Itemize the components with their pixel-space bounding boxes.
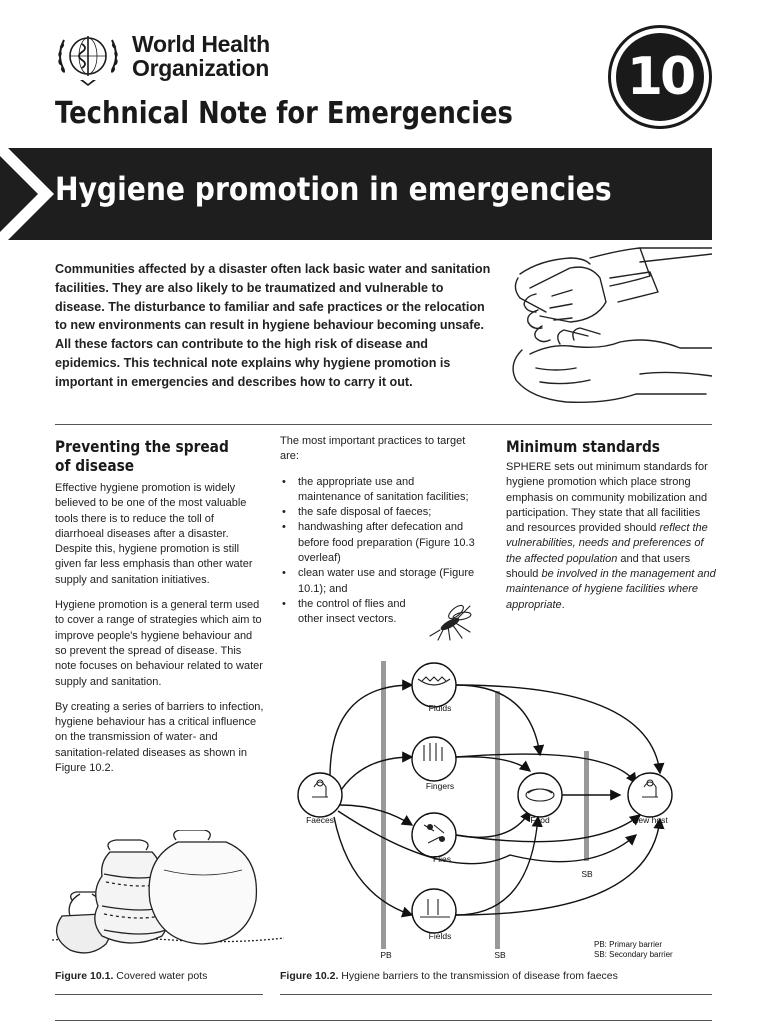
- emphasis-text: reflect the vulnerabilities, needs and preferences of the affected population: [506, 522, 708, 565]
- secondary-barrier-bar: [495, 691, 500, 949]
- note-number: 10: [616, 33, 704, 121]
- primary-barrier-bar: [381, 661, 386, 949]
- practices-section: [280, 434, 480, 628]
- new-host-label: New host: [632, 815, 668, 825]
- emphasis-text: be involved in the management and maintenance of hygiene facilities where appropriate: [506, 568, 716, 611]
- water-pots-illustration: [52, 830, 284, 956]
- banner-arrow-icon: [0, 148, 60, 240]
- series-title: Technical Note for Emergencies: [55, 96, 513, 131]
- figure-10-2-caption: [280, 970, 618, 982]
- caption-label: Figure 10.1.: [55, 970, 114, 982]
- who-logo: [52, 22, 282, 92]
- text-run: and that users should: [506, 552, 691, 581]
- fingers-label: Fingers: [425, 781, 455, 791]
- page-title: Hygiene promotion in emergencies: [55, 170, 612, 208]
- list-item: • handwashing after defecation and before food preparation (Figure 10.3 overleaf): [280, 520, 480, 566]
- fields-node: [412, 889, 456, 933]
- figure-10-1-caption: [55, 970, 207, 982]
- org-name-line1: World Health: [132, 31, 270, 57]
- food-label: Food: [530, 815, 550, 825]
- page-footer-rule: [55, 1020, 712, 1021]
- intro-paragraph: Communities affected by a disaster often lack basic water and sanitation facilities. They are also likely to be traumatized and vulnerable to disease. The disturbance to familiar and safe practices or the relocation to new environments can result in hygiene behaviour becoming unsafe. All these factors can contribute to the high risk of disease and epidemics. This technical note explains why hygiene promotion is important in emergencies and describes how to carry it out.: [55, 262, 491, 389]
- note-number-badge: [608, 25, 712, 129]
- handwashing-illustration: [500, 244, 712, 420]
- caption-text: Covered water pots: [113, 970, 208, 982]
- list-item: • the safe disposal of faeces;: [280, 505, 480, 520]
- heading-line: Preventing the spread: [55, 437, 229, 456]
- heading-line: of disease: [55, 456, 135, 475]
- legend-primary-barrier: PB: Primary barrier: [594, 940, 663, 949]
- flies-label: Flies: [433, 854, 451, 864]
- caption-divider: [55, 994, 263, 995]
- list-item: • the appropriate use and maintenance of sanitation facilities;: [280, 475, 480, 506]
- org-name-line2: Organization: [132, 55, 269, 81]
- transmission-diagram: [290, 655, 710, 965]
- fluids-label: Fluids: [428, 703, 452, 713]
- practices-intro: The most important practices to target are:: [280, 435, 466, 463]
- organization-name: [132, 32, 270, 80]
- food-node: [518, 773, 562, 817]
- sb-side-label: SB: [581, 869, 593, 879]
- paragraph: Effective hygiene promotion is widely believed to be one of the most valuable tools there is to reduce the toll of diarrhoeal diseases after a disaster. Despite this, hygiene promotion is still given far less emphasis than other water supply and sanitation initiatives.: [55, 482, 253, 586]
- text-run: SPHERE sets out minimum standards for hygiene promotion which place strong emphasis on community mobilization and participation. They state that all facilities and resources provided should: [506, 461, 708, 535]
- minimum-standards-body: [506, 460, 716, 613]
- intro-divider: [55, 424, 712, 425]
- flies-node: [412, 813, 456, 857]
- secondary-barrier-side-bar: [584, 751, 589, 861]
- caption-divider: [280, 994, 712, 995]
- caption-label: Figure 10.2.: [280, 970, 339, 982]
- faeces-label: Faeces: [306, 815, 334, 825]
- pb-label: PB: [380, 950, 392, 960]
- sb-label: SB: [494, 950, 506, 960]
- fields-label: Fields: [428, 931, 452, 941]
- paragraph: Hygiene promotion is a general term used to cover a range of strategies which aim to improve people's hygiene behaviour and so prevent the spread of disease. This note focuses on behaviour related to water supply and sanitation.: [55, 599, 263, 688]
- text-run: .: [561, 598, 565, 611]
- paragraph: By creating a series of barriers to infection, hygiene behaviour has a critical influence on the transmission of water- and sanitation-related diseases as shown in Figure 10.2.: [55, 700, 264, 775]
- preventing-section-body: [55, 481, 265, 786]
- mosquito-icon: [426, 602, 474, 642]
- who-emblem-icon: [52, 22, 124, 90]
- section-heading-minimum-standards: Minimum standards: [506, 437, 660, 456]
- legend-secondary-barrier: SB: Secondary barrier: [594, 950, 673, 959]
- section-heading-preventing: [55, 437, 229, 475]
- list-item: • the control of flies and other insect vectors.: [280, 597, 430, 628]
- caption-text: Hygiene barriers to the transmission of disease from faeces: [338, 970, 618, 982]
- list-item: • clean water use and storage (Figure 10.1); and: [280, 566, 480, 597]
- fingers-node: [412, 737, 456, 781]
